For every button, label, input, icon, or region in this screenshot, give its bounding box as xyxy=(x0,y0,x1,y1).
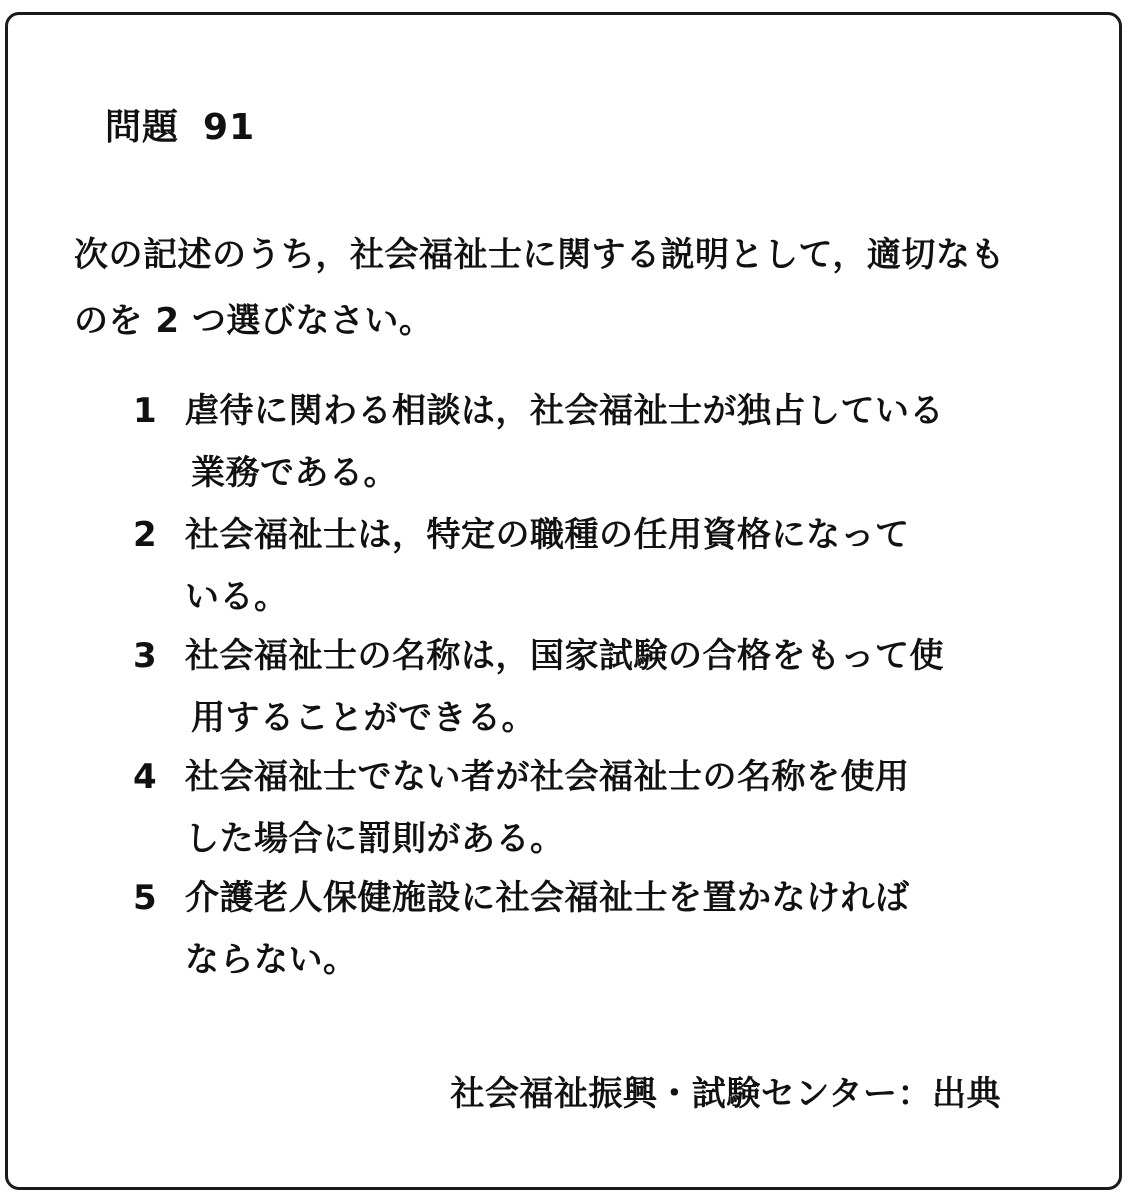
option-text-line-2: した場合に罰則がある。 xyxy=(185,819,565,859)
option-text-line-1: 虐待に関わる相談は，社会福祉士が独占している xyxy=(185,391,944,431)
question-card xyxy=(5,12,1122,1190)
option-text-line-1: 社会福祉士の名称は，国家試験の合格をもって使 xyxy=(185,636,944,676)
question-number: 91 xyxy=(203,107,256,148)
question-title-label: 問題 xyxy=(105,107,180,148)
option-text-line-2: いる。 xyxy=(185,577,289,617)
option-number: 4 xyxy=(133,757,158,797)
source-credit: 社会福祉振興・試験センター：出典 xyxy=(450,1074,1001,1114)
question-stem-line-2: のを 2 つ選びなさい。 xyxy=(74,301,434,341)
question-stem xyxy=(74,222,1074,354)
option-number: 1 xyxy=(133,391,158,431)
option-text-line-1: 社会福祉士でない者が社会福祉士の名称を使用 xyxy=(185,757,910,797)
option-text-line-2: 用することができる。 xyxy=(191,698,536,738)
option-text-line-2: 業務である。 xyxy=(191,453,398,493)
option-number: 5 xyxy=(133,878,158,918)
option-number: 3 xyxy=(133,636,158,676)
question-stem-line-1: 次の記述のうち，社会福祉士に関する説明として，適切なも xyxy=(74,235,1005,275)
option-text-line-1: 社会福祉士は，特定の職種の任用資格になって xyxy=(185,515,910,555)
option-number: 2 xyxy=(133,515,158,555)
option-text-line-2: ならない。 xyxy=(185,940,358,980)
question-title xyxy=(105,107,256,148)
option-text-line-1: 介護老人保健施設に社会福祉士を置かなければ xyxy=(185,878,910,918)
